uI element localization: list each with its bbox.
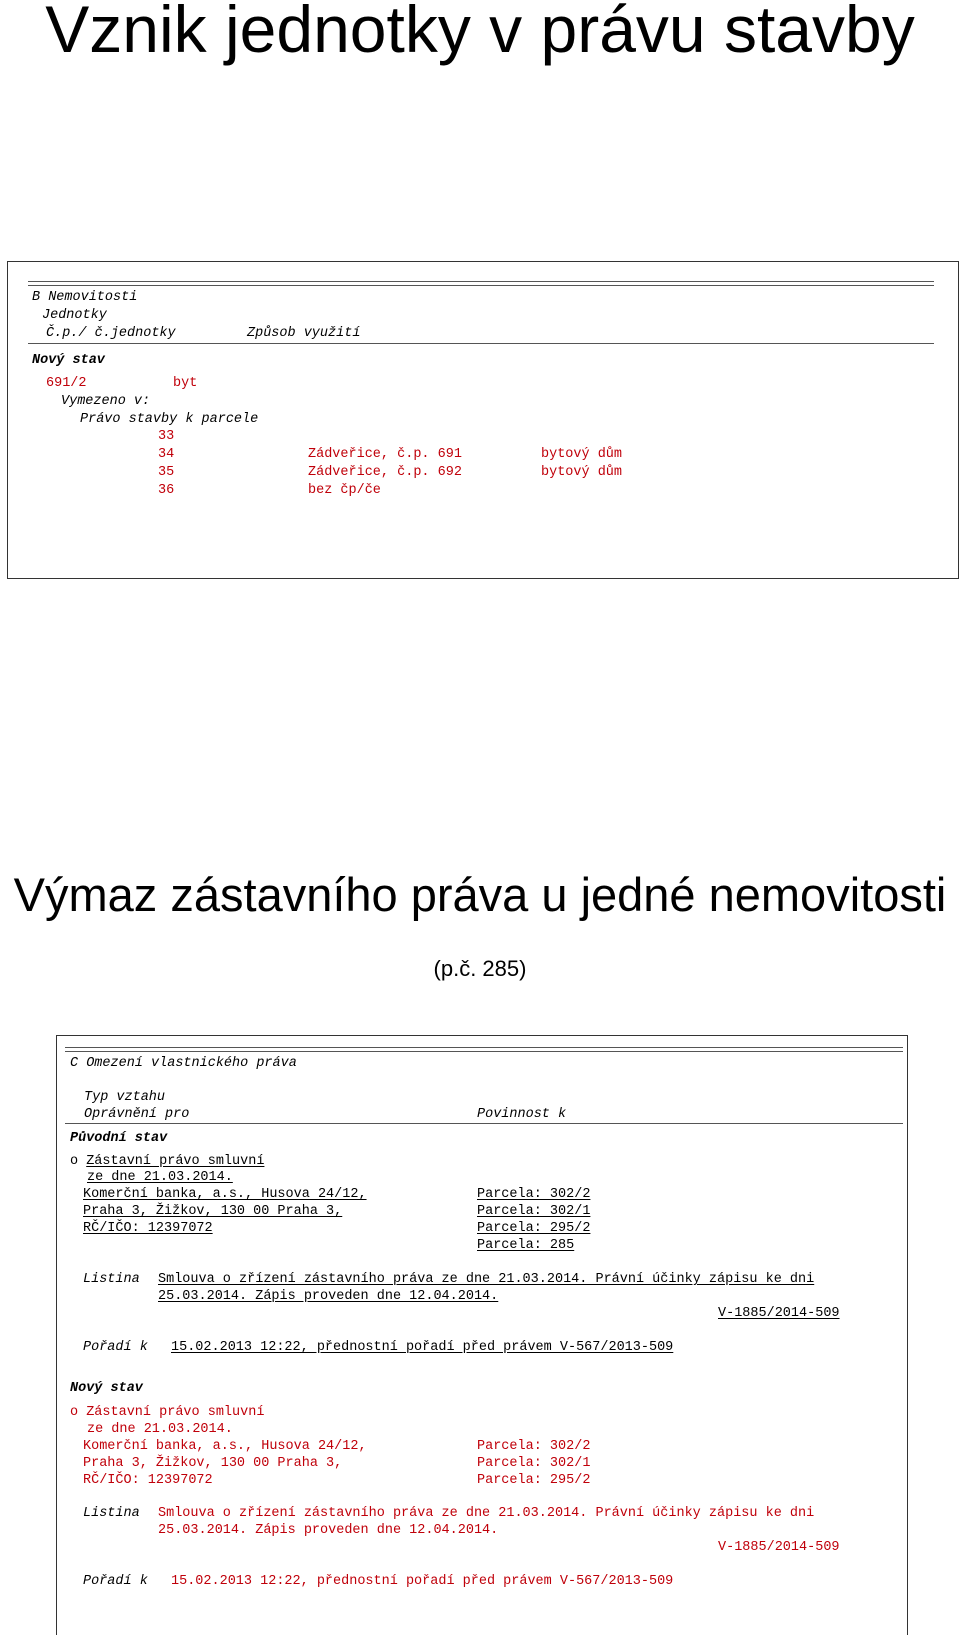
creditor-line: Praha 3, Žižkov, 130 00 Praha 3, xyxy=(83,1204,343,1219)
cadastre-extract-panel-units xyxy=(7,261,959,579)
slide2-subtitle: (p.č. 285) xyxy=(433,956,527,981)
document-reference: V-1885/2014-509 xyxy=(718,1540,840,1555)
parcel-use: bytový dům xyxy=(541,447,623,462)
parcel-number: 35 xyxy=(158,465,175,480)
header-double-rule xyxy=(28,281,934,286)
document-text: 25.03.2014. Zápis proveden dne 12.04.2014. xyxy=(158,1289,499,1304)
obliged-parcel: Parcela: 302/1 xyxy=(477,1456,591,1471)
subheader-units: Jednotky xyxy=(42,308,107,323)
parcel-number: 34 xyxy=(158,447,175,462)
creditor-line: Praha 3, Žižkov, 130 00 Praha 3, xyxy=(83,1456,343,1471)
column-header-use: Způsob využití xyxy=(247,326,361,341)
document-reference: V-1885/2014-509 xyxy=(718,1306,840,1321)
parcel-building: Zádveřice, č.p. 692 xyxy=(308,465,462,480)
lien-date: ze dne 21.03.2014. xyxy=(87,1170,233,1185)
section-new-state: Nový stav xyxy=(32,353,105,368)
obliged-parcel: Parcela: 302/2 xyxy=(477,1187,591,1202)
obliged-parcel: Parcela: 295/2 xyxy=(477,1473,591,1488)
column-header-obliged: Povinnost k xyxy=(477,1107,567,1122)
lien-type: o Zástavní právo smluvní xyxy=(70,1405,265,1420)
order-label: Pořadí k xyxy=(83,1340,148,1355)
column-header-entitled: Oprávnění pro xyxy=(84,1107,190,1122)
parcel-number: 33 xyxy=(158,429,175,444)
creditor-line: Komerční banka, a.s., Husova 24/12, xyxy=(83,1439,367,1454)
obliged-parcel: Parcela: 285 xyxy=(477,1238,575,1253)
obliged-parcel: Parcela: 302/1 xyxy=(477,1204,591,1219)
document-text: 25.03.2014. Zápis proveden dne 12.04.2014. xyxy=(158,1523,499,1538)
header-rule xyxy=(28,343,934,344)
cadastre-extract-panel-lien xyxy=(56,1035,908,1635)
order-text: 15.02.2013 12:22, přednostní pořadí před právem V-567/2013-509 xyxy=(171,1340,674,1355)
lien-type-label: Zástavní právo smluvní xyxy=(86,1154,265,1169)
creditor-line: RČ/IČO: 12397072 xyxy=(83,1473,213,1488)
panel-header: C Omezení vlastnického práva xyxy=(70,1056,297,1071)
panel-header: B Nemovitosti xyxy=(32,290,138,305)
defined-in-label: Vymezeno v: xyxy=(61,394,151,409)
section-original-state: Původní stav xyxy=(70,1131,168,1146)
document-text: Smlouva o zřízení zástavního práva ze dne 21.03.2014. Právní účinky zápisu ke dni xyxy=(158,1506,815,1521)
parcel-building: Zádveřice, č.p. 691 xyxy=(308,447,462,462)
order-label: Pořadí k xyxy=(83,1574,148,1589)
column-header-number: Č.p./ č.jednotky xyxy=(46,326,176,341)
section-new-state: Nový stav xyxy=(70,1381,143,1396)
parcel-building: bez čp/če xyxy=(308,483,381,498)
column-header-type: Typ vztahu xyxy=(84,1090,166,1105)
obliged-parcel: Parcela: 302/2 xyxy=(477,1439,591,1454)
creditor-line: RČ/IČO: 12397072 xyxy=(83,1221,213,1236)
document-label: Listina xyxy=(83,1506,140,1521)
building-right-label: Právo stavby k parcele xyxy=(80,412,259,427)
slide2-title: Výmaz zástavního práva u jedné nemovitosti xyxy=(13,868,947,921)
order-text: 15.02.2013 12:22, přednostní pořadí před právem V-567/2013-509 xyxy=(171,1574,674,1589)
header-double-rule xyxy=(65,1047,903,1052)
document-text: Smlouva o zřízení zástavního práva ze dne 21.03.2014. Právní účinky zápisu ke dni xyxy=(158,1272,815,1287)
slide1-title: Vznik jednotky v právu stavby xyxy=(45,0,915,66)
header-rule xyxy=(65,1123,903,1124)
parcel-number: 36 xyxy=(158,483,175,498)
lien-date: ze dne 21.03.2014. xyxy=(87,1422,233,1437)
document-label: Listina xyxy=(83,1272,140,1287)
lien-type: o Zástavní právo smluvní xyxy=(70,1154,265,1169)
creditor-line: Komerční banka, a.s., Husova 24/12, xyxy=(83,1187,367,1202)
parcel-use: bytový dům xyxy=(541,465,623,480)
obliged-parcel: Parcela: 295/2 xyxy=(477,1221,591,1236)
lien-type-label: Zástavní právo smluvní xyxy=(86,1405,265,1420)
unit-number: 691/2 xyxy=(46,376,87,391)
unit-use: byt xyxy=(173,376,198,391)
